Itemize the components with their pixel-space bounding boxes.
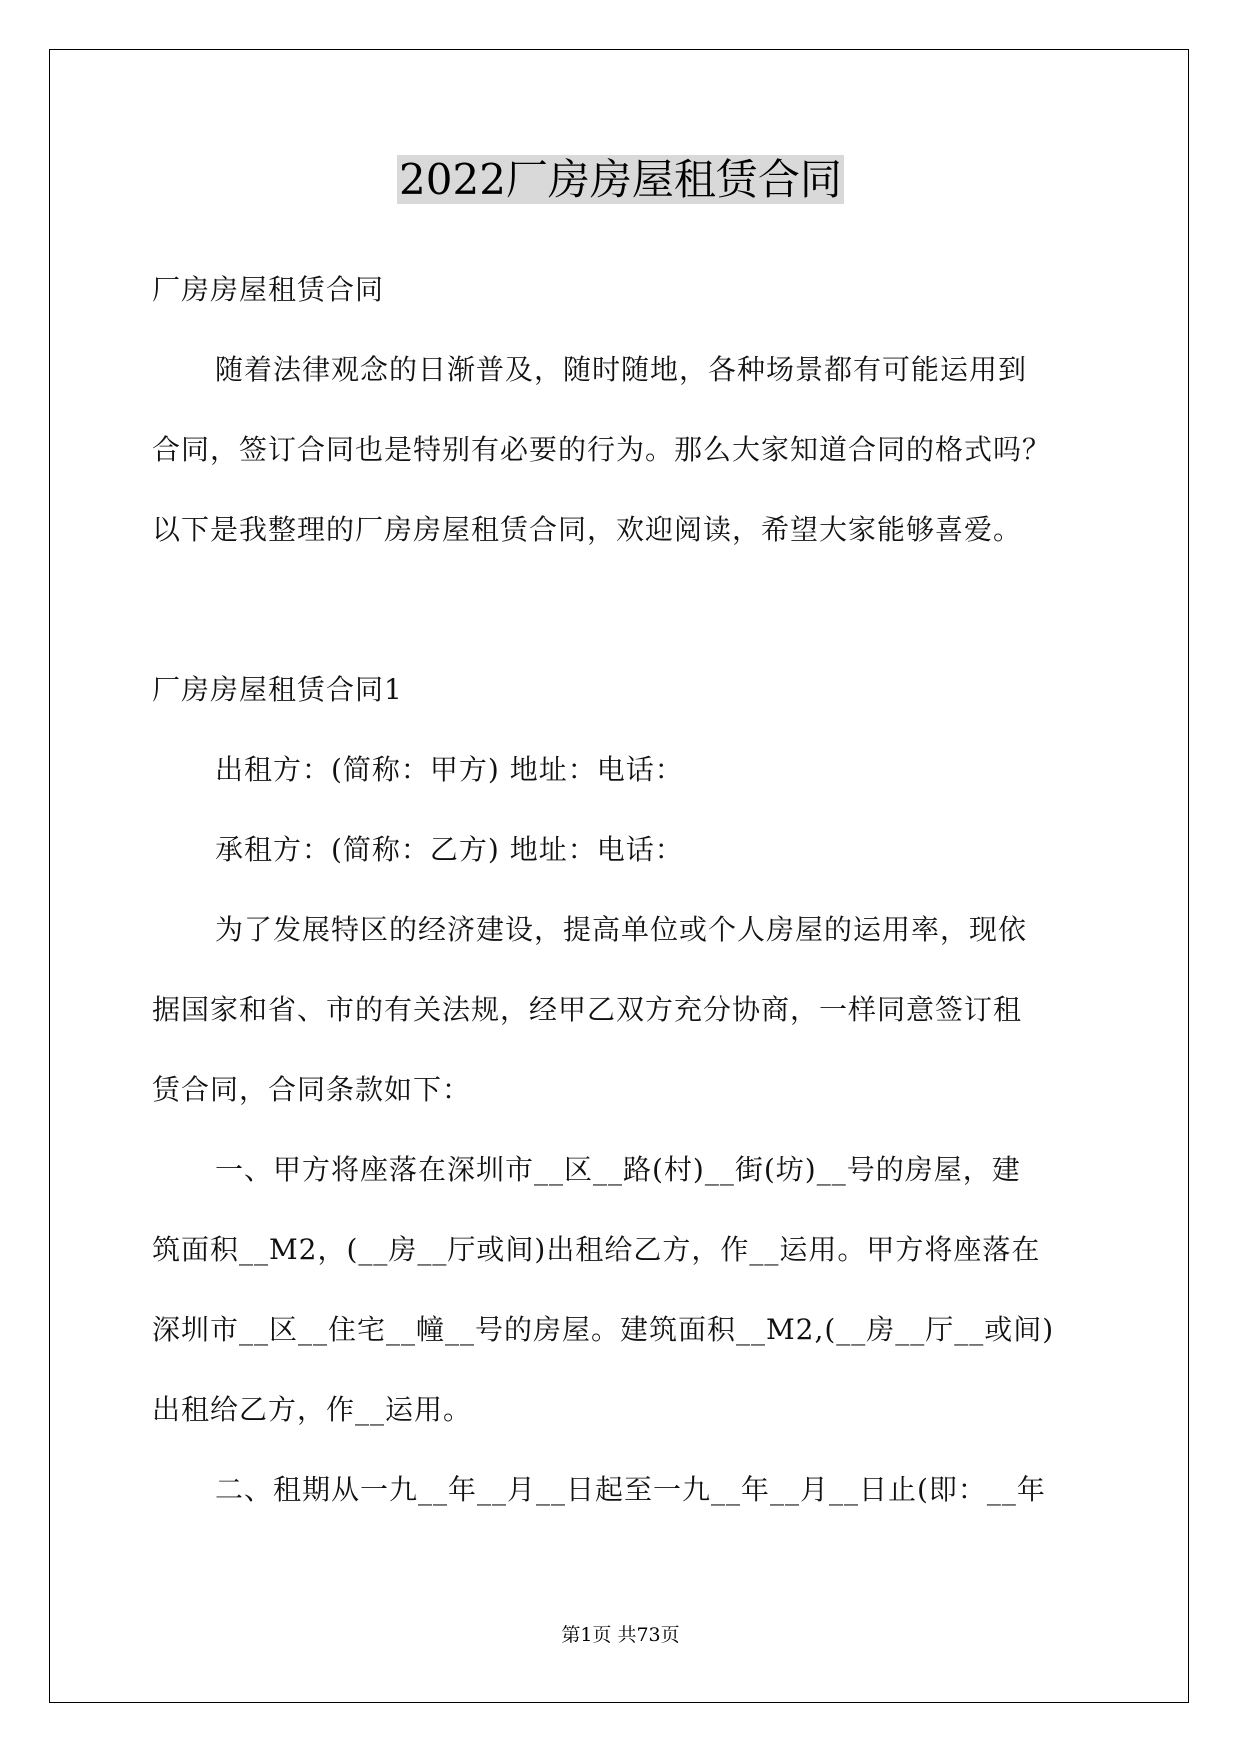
purpose-line-2: 据国家和省、市的有关法规，经甲乙双方充分协商，一样同意签订租 [152,993,1023,1026]
clause1-line-3: 深圳市__区__住宅__幢__号的房屋。建筑面积__M2,(__房__厅__或间) [152,1313,1055,1346]
purpose-line-1: 为了发展特区的经济建设，提高单位或个人房屋的运用率，现依 [215,913,1028,946]
section-title: 厂房房屋租赁合同1 [152,673,403,706]
clause1-line-2: 筑面积__M2，(__房__厅或间)出租给乙方，作__运用。甲方将座落在 [152,1233,1041,1266]
clause1-line-4: 出租给乙方，作__运用。 [152,1393,473,1426]
clause1-line-1: 一、甲方将座落在深圳市__区__路(村)__街(坊)__号的房屋，建 [215,1153,1021,1186]
lessee-line: 承租方：(简称：乙方) 地址：电话： [215,833,684,866]
document-title: 2022厂房房屋租赁合同 [399,155,842,204]
purpose-line-3: 赁合同，合同条款如下： [152,1073,472,1106]
page-number: 第1页 共73页 [561,1624,680,1646]
intro-line-3: 以下是我整理的厂房房屋租赁合同，欢迎阅读，希望大家能够喜爱。 [152,513,1023,546]
intro-line-2: 合同，签订合同也是特别有必要的行为。那么大家知道合同的格式吗？ [152,433,1052,466]
document-subtitle: 厂房房屋租赁合同 [152,273,385,306]
lessor-line: 出租方：(简称：甲方) 地址：电话： [215,753,684,786]
intro-line-1: 随着法律观念的日渐普及，随时随地，各种场景都有可能运用到 [215,353,1028,386]
clause2-line: 二、租期从一九__年__月__日起至一九__年__月__日止(即：__年 [215,1473,1046,1506]
